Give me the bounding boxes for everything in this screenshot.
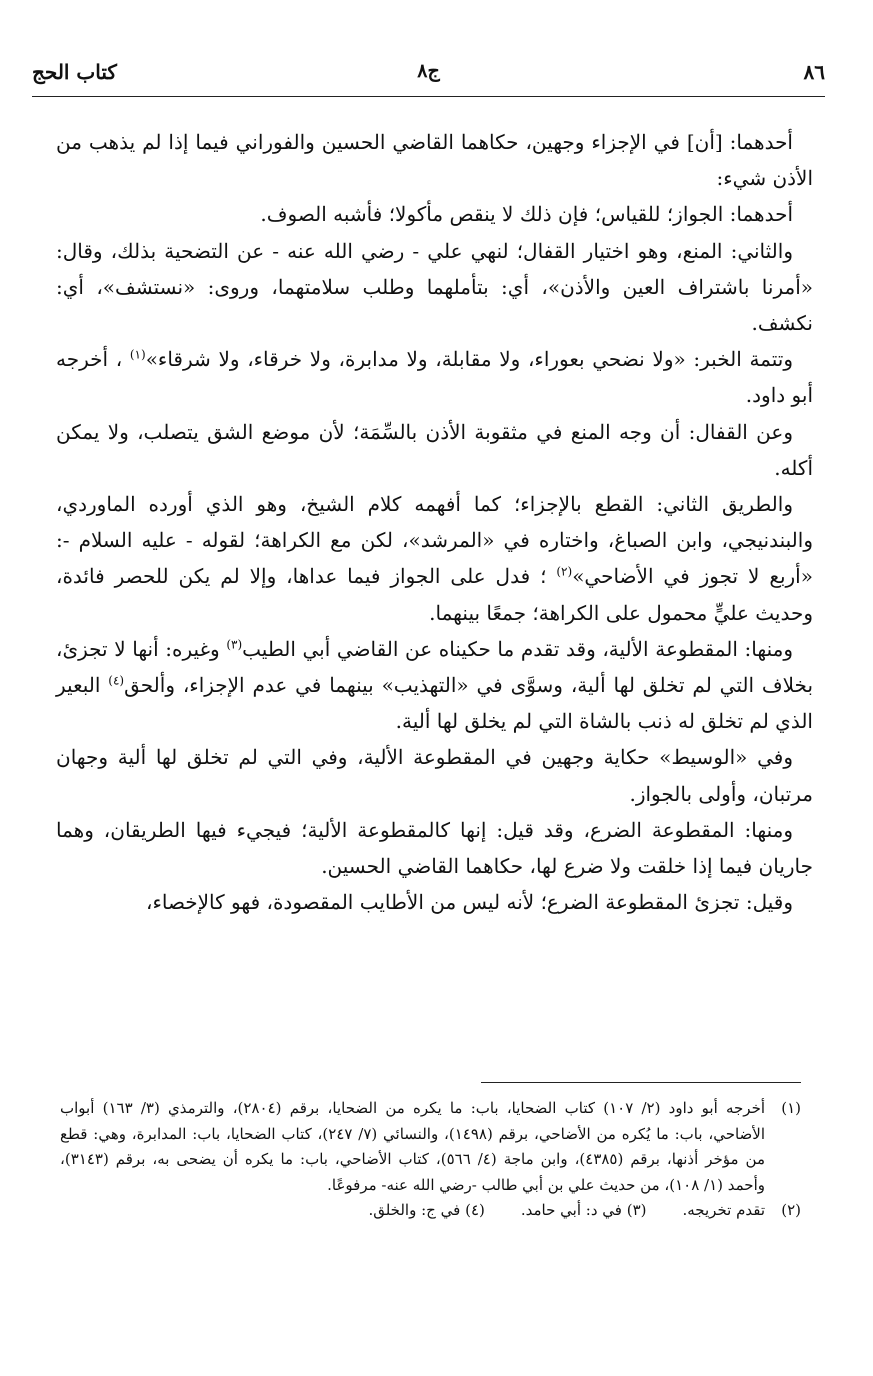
paragraph — [56, 486, 813, 631]
footnote-ref: (٤) — [108, 673, 125, 688]
footnote-text: في د: أبي حامد. — [520, 1201, 622, 1219]
footnotes — [60, 1096, 801, 1224]
paragraph-text: وتتمة الخبر: «ولا نضحي بعوراء، ولا مقابلة، ولا مدابرة، ولا خرقاء، ولا شرقاء» — [145, 347, 793, 372]
paragraph-text: والطريق الثاني: القطع بالإجزاء؛ كما أفهمه كلام الشيخ، وهو الذي أورده الماوردي، والبندنيجي، وابن الصباغ، واختاره في «المرشد»، لكن مع الكراهة؛ لقوله - عليه السلام -: «أربع لا تجوز في الأضاحي» — [56, 492, 813, 589]
footnote-ref: (٢) — [556, 564, 573, 579]
paragraph: وعن القفال: أن وجه المنع في مثقوبة الأذن بالسِّمَة؛ لأن موضع الشق يتصلب، ولا يمكن أكله. — [56, 419, 813, 480]
paragraph: ومنها: المقطوعة الضرع، وقد قيل: إنها كالمقطوعة الألية؛ فيجيء فيها الطريقان، وهما جاريان فيما إذا خلقت ولا ضرع لها، حكاهما القاضي الحسين. — [56, 817, 813, 879]
footnote — [60, 1096, 801, 1198]
paragraph: والثاني: المنع، وهو اختيار القفال؛ لنهي علي - رضي الله عنه - عن التضحية بذلك، وقال: «أمرنا باشتراف العين والأذن»، أي: بتأملهما وطلب سلامتهما، وروى: «نستشف»، أي: نكشف. — [56, 238, 813, 336]
footnote-number: (١) — [781, 1099, 801, 1117]
paragraph-text: ومنها: المقطوعة الألية، وقد تقدم ما حكيناه عن القاضي أبي الطيب — [242, 636, 794, 661]
footnote-rule — [481, 1082, 801, 1083]
footnote-number: (٣) — [626, 1201, 647, 1219]
book-title: كتاب الحج — [32, 60, 117, 84]
paragraph-text: ، أخرجه أبو داود. — [56, 347, 813, 408]
header-rule — [32, 96, 825, 97]
paragraph — [56, 631, 813, 740]
footnote-text: في ج: والخلق. — [368, 1201, 461, 1219]
paragraph-text: ؛ فدل على الجواز فيما عداها، وإلا لم يكن للحصر فائدة، وحديث عليٍّ محمول على الكراهة؛ جمعًا بينهما. — [56, 564, 813, 625]
main-text — [56, 124, 813, 920]
paragraph-text: وغيره: أنها لا تجزئ، بخلاف التي لم تخلق لها ألية، وسوَّى في «التهذيب» بينهما في عدم الإجزاء، وألحق — [56, 636, 814, 698]
footnote-ref: (١) — [129, 347, 146, 362]
footnote-text: تقدم تخريجه. — [682, 1201, 765, 1219]
footnote-line — [60, 1198, 765, 1224]
paragraph: وقيل: تجزئ المقطوعة الضرع؛ لأنه ليس من الأطايب المقصودة، فهو كالإخصاء، — [145, 890, 793, 915]
footnote-number: (٤) — [465, 1201, 485, 1219]
page-number: ٨٦ — [803, 60, 825, 84]
paragraph: أحدهما: الجواز؛ للقياس؛ فإن ذلك لا ينقص مأكولا؛ فأشبه الصوف. — [260, 202, 793, 227]
footnote-number: (٢) — [781, 1201, 801, 1219]
footnote-ref: (٣) — [226, 637, 243, 652]
paragraph — [56, 341, 813, 413]
footnote-text: أخرجه أبو داود (٢/ ١٠٧) كتاب الضحايا، باب: ما يكره من الضحايا، برقم (٢٨٠٤)، والترمذي (٣/ ١٦٣) أبواب الأضاحي، باب: ما يُكره من الأضاحي، برقم (١٤٩٨)، والنسائي (٧/ ٢٤٧)، كتاب الضحايا، باب: المدابرة، وهي: قطع من مؤخر أذنها، برقم (٤٣٨٥)، وابن ماجة (٤/ ٥٦٦)، كتاب الأضاحي، باب: ما يكره أن يضحى به، برقم (٣١٤٣)، وأحمد (١/ ١٠٨)، من حديث علي بن أبي طالب -رضي الله عنه- مرفوعًا. — [60, 1099, 766, 1194]
page-header — [32, 58, 825, 92]
paragraph: وفي «الوسيط» حكاية وجهين في المقطوعة الألية، وفي التي لم تخلق لها ألية وجهان مرتبان، وأولى بالجواز. — [56, 745, 813, 806]
paragraph: أحدهما: [أن] في الإجزاء وجهين، حكاهما القاضي الحسين والفوراني فيما إذا لم يذهب من الأذن شيء: — [56, 130, 813, 191]
paragraph-text: البعير الذي لم تخلق له ذنب بالشاة التي لم يخلق لها ألية. — [56, 673, 813, 734]
volume-label: ج٨ — [417, 60, 440, 82]
footnote — [60, 1198, 801, 1224]
